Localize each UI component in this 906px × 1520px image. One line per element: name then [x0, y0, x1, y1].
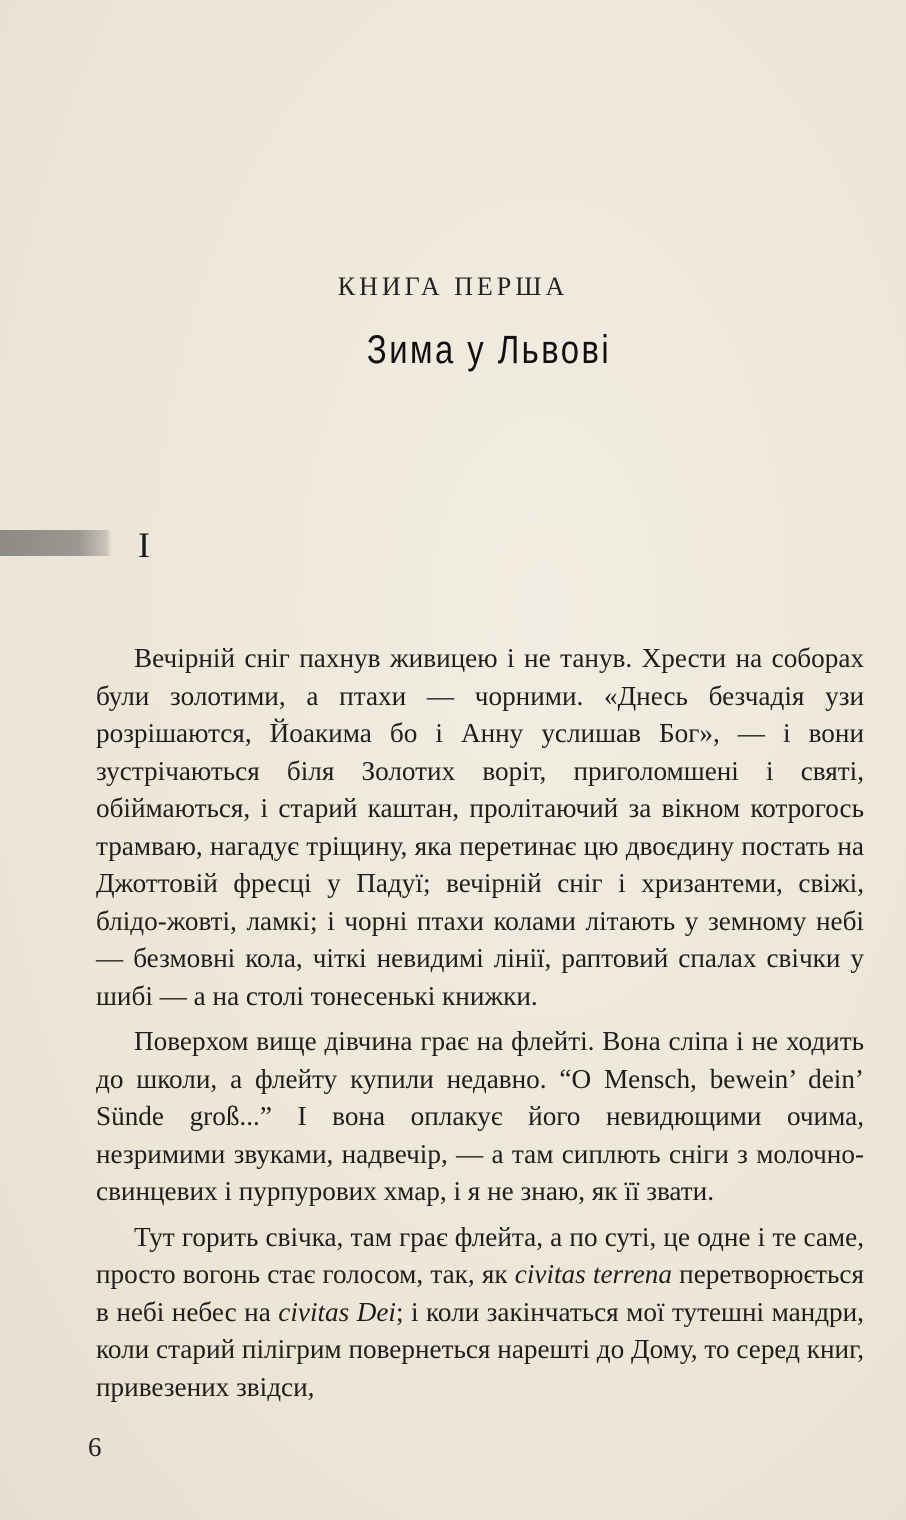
- paragraph-3-part-c: ; і коли закінчаться мої тутешні мандри, коли старий пілігрим повернеться нарешті до Дому, то серед книг, привезених звідси,: [96, 1296, 864, 1402]
- book-part-label: КНИГА ПЕРША: [337, 272, 569, 301]
- paragraph-3-latin-1: civitas terrena: [514, 1259, 672, 1289]
- paragraph-2: Поверхом вище дівчина грає на флейті. Вона сліпа і не ходить до школи, а флейту купили недавно. “O Mensch, bewein’ dein’ Sünde groß...” І вона оплакує його невидющими очима, незримими звуками, надвечір, — а там сиплють сніги з молочно-свинцевих і пурпурових хмар, і я не знаю, як її звати.: [96, 1026, 864, 1206]
- paragraph-3-part-a: Тут горить свічка, там грає флейта, а по суті, це одне і те саме, просто вогонь стає голосом, так, як: [96, 1221, 864, 1289]
- paragraph-3-part-b: перетворюється в небі небес на: [96, 1259, 864, 1327]
- paragraph-1: Вечірній сніг пахнув живицею і не танув. Хрести на соборах були золотими, а птахи — чорними. «Днесь безчадія узи розрішаются, Йоакима бо і Анну услишав Бог», — і вони зустрічаються біля Золотих воріт, приголомшені і святі, обіймаються, і старий каштан, пролітаючий за вікном котрогось трамваю, нагадує тріщину, яка перетинає цю двоєдину постать на Джоттовій фресці у Падуї; вечірній сніг і хризантеми, свіжі, блідо-жовті, ламкі; і чорні птахи колами літають у земному небі — безмовні кола, чіткі невидимі лінії, раптовий спалах свічки у шибі — а на столі тонесенькі книжки.: [96, 643, 864, 1011]
- book-part-title: Зима у Львові: [366, 328, 612, 372]
- chapter-marker-bar: [0, 530, 112, 556]
- paragraph-3-latin-2: civitas Dei: [278, 1296, 396, 1327]
- body-text: [96, 640, 864, 1406]
- paragraph-3: [96, 1219, 864, 1407]
- chapter-numeral: I: [138, 525, 150, 565]
- page-number: 6: [88, 1432, 102, 1462]
